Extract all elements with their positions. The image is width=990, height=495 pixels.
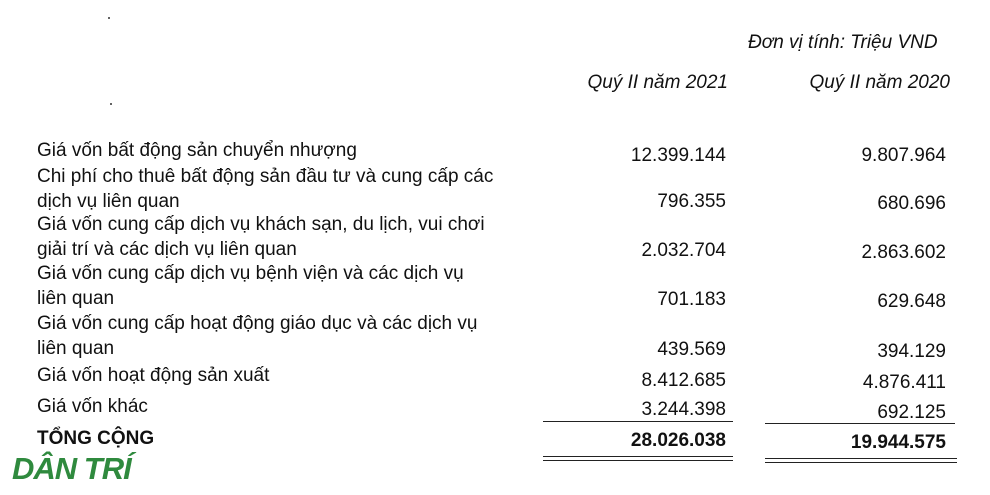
value-2020: 9.807.964: [861, 145, 946, 166]
row-label-line: Giá vốn hoạt động sản xuất: [37, 365, 270, 386]
row-label-line: Chi phí cho thuê bất động sản đầu tư và cung cấp các: [37, 166, 494, 187]
total-label: TỔNG CỘNG: [37, 428, 155, 449]
row-label: [37, 212, 537, 262]
row-label-line: Giá vốn khác: [37, 396, 148, 417]
value-2021: 3.244.398: [641, 399, 726, 420]
value-2020: 4.876.411: [862, 372, 946, 393]
unit-note: Đơn vị tính: Triệu VND: [748, 32, 938, 53]
scan-dot: [110, 103, 112, 105]
value-2020: 394.129: [877, 341, 946, 362]
subtotal-rule: [765, 423, 955, 424]
row-label-line: Giá vốn bất động sản chuyển nhượng: [37, 140, 357, 161]
value-2021: 8.412.685: [641, 370, 726, 391]
value-2021: 2.032.704: [641, 240, 726, 261]
row-label-line: liên quan: [37, 288, 115, 309]
row-label-line: giải trí và các dịch vụ liên quan: [37, 239, 297, 260]
total-2020: 19.944.575: [850, 432, 946, 453]
row-label: [37, 261, 537, 311]
row-label-line: liên quan: [37, 338, 115, 359]
subtotal-rule: [543, 421, 733, 422]
value-2021: 439.569: [657, 339, 726, 360]
dantri-logo: DÂN TRÍ: [12, 451, 131, 486]
value-2020: 629.648: [877, 291, 946, 312]
value-2020: 692.125: [877, 402, 946, 423]
double-rule: [543, 456, 733, 457]
row-label-line: dịch vụ liên quan: [37, 191, 180, 212]
row-label: [37, 164, 537, 214]
value-2020: 680.696: [877, 193, 946, 214]
value-2021: 701.183: [657, 289, 726, 310]
value-2021: 12.399.144: [630, 145, 726, 166]
row-label-line: Giá vốn cung cấp dịch vụ khách sạn, du lịch, vui chơi: [37, 214, 485, 235]
double-rule: [543, 460, 733, 461]
value-2020: 2.863.602: [861, 242, 946, 263]
row-label: [37, 394, 537, 419]
double-rule: [765, 458, 957, 459]
row-label: [37, 138, 537, 163]
scan-dot: [108, 17, 110, 19]
double-rule: [765, 462, 957, 463]
row-label: [37, 363, 537, 388]
column-header-2020: Quý II năm 2020: [809, 72, 950, 93]
column-header-2021: Quý II năm 2021: [587, 72, 728, 93]
row-label-line: Giá vốn cung cấp hoạt động giáo dục và các dịch vụ: [37, 313, 478, 334]
total-2021: 28.026.038: [630, 430, 726, 451]
value-2021: 796.355: [657, 191, 726, 212]
row-label: [37, 311, 537, 361]
row-label-line: Giá vốn cung cấp dịch vụ bệnh viện và các dịch vụ: [37, 263, 464, 284]
